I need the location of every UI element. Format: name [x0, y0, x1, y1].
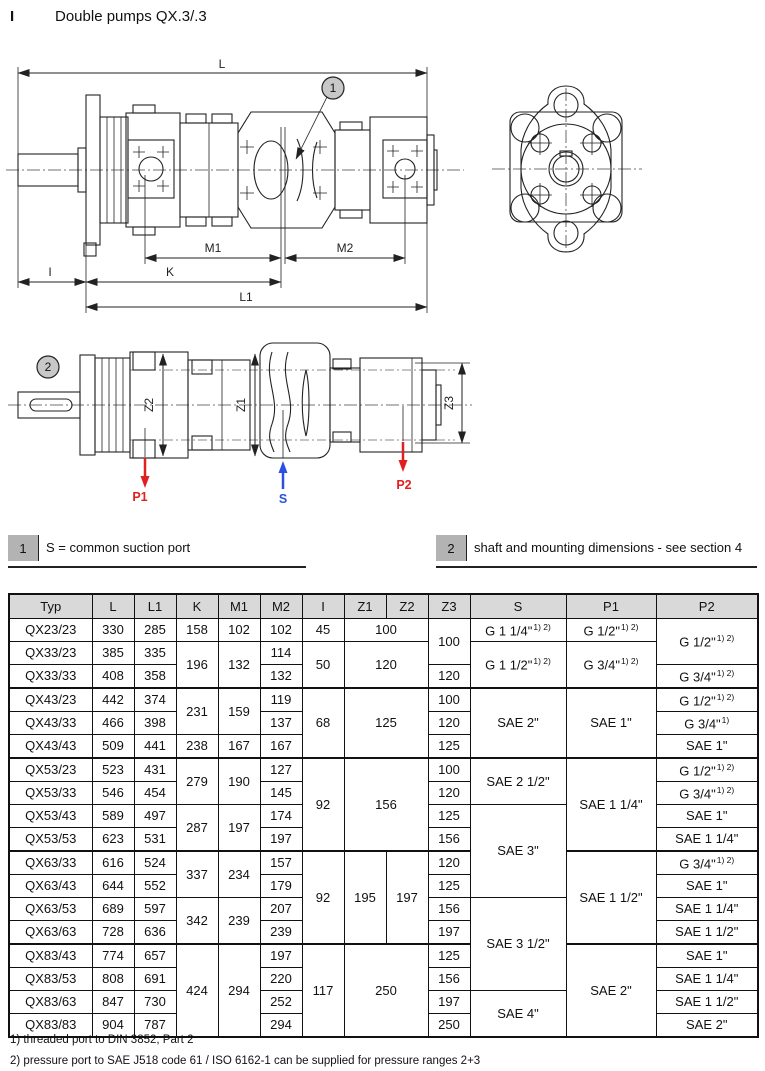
table-row	[9, 688, 758, 712]
td-p2: G 1/2"$^{1) 2)}$	[656, 758, 758, 782]
port-arrow-p2	[396, 406, 411, 492]
port-label-p1: P1	[132, 490, 148, 504]
td-l1: 636	[134, 921, 176, 945]
td-z1z2: 120	[344, 642, 428, 689]
td-p1: SAE 1 1/2"	[566, 851, 656, 944]
td-k: 238	[176, 735, 218, 759]
td-p1: SAE 1 1/4"	[566, 758, 656, 851]
port-label-s: S	[278, 492, 288, 506]
td-k: 158	[176, 619, 218, 642]
td-p2: G 1/2"$^{1) 2)}$	[656, 619, 758, 665]
td-m1: 239	[218, 898, 260, 945]
td-m1: 132	[218, 642, 260, 689]
port-arrow-p1	[132, 428, 149, 504]
td-typ: QX53/53	[9, 828, 92, 852]
td-s: SAE 3 1/2"	[470, 898, 566, 991]
td-i: 68	[302, 688, 344, 758]
td-p2: G 3/4"$^{1) 2)}$	[656, 782, 758, 805]
callout-2	[436, 535, 757, 568]
bolt-cross-marks	[133, 146, 169, 192]
table-header-row	[9, 594, 758, 619]
pump-plan-view-drawing	[0, 330, 500, 515]
column-header-i: I	[302, 594, 344, 619]
column-header-s: S	[470, 594, 566, 619]
td-l: 847	[92, 991, 134, 1014]
td-z3: 156	[428, 898, 470, 921]
td-z3: 197	[428, 991, 470, 1014]
td-l: 509	[92, 735, 134, 759]
table-row	[9, 619, 758, 642]
td-l: 330	[92, 619, 134, 642]
footnote-2: 2) pressure port to SAE J518 code 61 / ISO 6162-1 can be supplied for pressure ranges 2+3	[10, 1054, 481, 1067]
td-m1: 234	[218, 851, 260, 898]
td-typ: QX43/43	[9, 735, 92, 759]
td-typ: QX63/43	[9, 875, 92, 898]
td-z1z2: 156	[344, 758, 428, 851]
td-m2: 197	[260, 828, 302, 852]
td-l: 616	[92, 851, 134, 875]
td-l1: 657	[134, 944, 176, 968]
table-row	[9, 851, 758, 875]
td-z3: 100	[428, 758, 470, 782]
td-i: 92	[302, 851, 344, 944]
td-z3: 125	[428, 805, 470, 828]
td-z3: 250	[428, 1014, 470, 1038]
pump-body-outline	[18, 95, 437, 256]
dim-label-M2: M2	[336, 241, 354, 255]
td-typ: QX63/53	[9, 898, 92, 921]
table-row	[9, 944, 758, 968]
td-typ: QX83/53	[9, 968, 92, 991]
dim-label-I: I	[48, 265, 52, 279]
td-z3: 125	[428, 735, 470, 759]
td-p2: SAE 1 1/4"	[656, 898, 758, 921]
td-l: 623	[92, 828, 134, 852]
td-s: SAE 2"	[470, 688, 566, 758]
td-z3: 125	[428, 875, 470, 898]
td-k: 337	[176, 851, 218, 898]
td-m1: 197	[218, 805, 260, 852]
column-header-l1: L1	[134, 594, 176, 619]
balloon-1-number: 1	[329, 81, 337, 95]
mounting-flange-view-drawing	[480, 80, 680, 260]
dim-label-L: L	[218, 57, 226, 71]
td-l: 728	[92, 921, 134, 945]
td-typ: QX53/33	[9, 782, 92, 805]
column-header-z3: Z3	[428, 594, 470, 619]
dim-label-L1: L1	[239, 290, 253, 304]
td-p2: G 3/4"$^{1) 2)}$	[656, 665, 758, 689]
td-p1: G 3/4"$^{1) 2)}$	[566, 642, 656, 689]
td-m2: 167	[260, 735, 302, 759]
td-z3: 125	[428, 944, 470, 968]
td-z1z2: 100	[344, 619, 428, 642]
td-p1: G 1/2"$^{1) 2)}$	[566, 619, 656, 642]
dim-label-M1: M1	[204, 241, 222, 255]
td-i: 50	[302, 642, 344, 689]
td-m2: 197	[260, 944, 302, 968]
td-p2: G 3/4"$^{1) 2)}$	[656, 851, 758, 875]
td-m2: 132	[260, 665, 302, 689]
column-header-l: L	[92, 594, 134, 619]
td-m2: 137	[260, 712, 302, 735]
td-l1: 497	[134, 805, 176, 828]
callout-1	[8, 535, 306, 568]
td-p2: SAE 1 1/2"	[656, 991, 758, 1014]
td-typ: QX23/23	[9, 619, 92, 642]
td-z3: 120	[428, 782, 470, 805]
td-s: G 1 1/2"$^{1) 2)}$	[470, 642, 566, 689]
dim-label-Z2: Z2	[142, 397, 156, 413]
column-header-m2: M2	[260, 594, 302, 619]
td-m2: 294	[260, 1014, 302, 1038]
td-typ: QX83/63	[9, 991, 92, 1014]
td-i: 45	[302, 619, 344, 642]
td-k: 231	[176, 688, 218, 735]
td-z1z2: 125	[344, 688, 428, 758]
column-header-p2: P2	[656, 594, 758, 619]
td-p2: SAE 1 1/2"	[656, 921, 758, 945]
td-z3: 120	[428, 851, 470, 875]
td-m2: 114	[260, 642, 302, 665]
td-z1z2: 250	[344, 944, 428, 1037]
td-p2: SAE 1"	[656, 735, 758, 759]
td-l1: 597	[134, 898, 176, 921]
td-l: 408	[92, 665, 134, 689]
td-z3: 100	[428, 619, 470, 665]
port-label-p2: P2	[396, 478, 412, 492]
td-l1: 374	[134, 688, 176, 712]
td-l: 589	[92, 805, 134, 828]
td-l: 808	[92, 968, 134, 991]
section-marker: I	[10, 8, 15, 25]
td-typ: QX53/23	[9, 758, 92, 782]
td-i: 92	[302, 758, 344, 851]
td-k: 196	[176, 642, 218, 689]
td-typ: QX43/23	[9, 688, 92, 712]
td-l: 466	[92, 712, 134, 735]
td-m2: 207	[260, 898, 302, 921]
td-k: 279	[176, 758, 218, 805]
td-m1: 190	[218, 758, 260, 805]
td-z3: 120	[428, 712, 470, 735]
td-m1: 102	[218, 619, 260, 642]
td-l1: 431	[134, 758, 176, 782]
td-typ: QX53/43	[9, 805, 92, 828]
column-header-typ: Typ	[9, 594, 92, 619]
callout-2-text: shaft and mounting dimensions - see section 4	[474, 540, 743, 555]
column-header-m1: M1	[218, 594, 260, 619]
td-l1: 285	[134, 619, 176, 642]
td-m2: 239	[260, 921, 302, 945]
footnotes	[10, 1030, 480, 1071]
td-z2: 197	[386, 851, 428, 944]
td-l: 442	[92, 688, 134, 712]
td-typ: QX43/33	[9, 712, 92, 735]
td-l: 774	[92, 944, 134, 968]
td-typ: QX63/63	[9, 921, 92, 945]
td-l1: 335	[134, 642, 176, 665]
td-typ: QX83/43	[9, 944, 92, 968]
td-typ: QX33/33	[9, 665, 92, 689]
column-header-z1: Z1	[344, 594, 386, 619]
td-l: 523	[92, 758, 134, 782]
td-s: SAE 4"	[470, 991, 566, 1038]
td-p1: SAE 2"	[566, 944, 656, 1037]
page-header	[10, 8, 510, 30]
td-l: 385	[92, 642, 134, 665]
td-k: 424	[176, 944, 218, 1037]
td-l: 904	[92, 1014, 134, 1038]
pump-side-view-drawing	[0, 55, 470, 320]
td-l1: 531	[134, 828, 176, 852]
page-title: Double pumps QX.3/.3	[55, 8, 207, 25]
td-m2: 252	[260, 991, 302, 1014]
column-header-p1: P1	[566, 594, 656, 619]
td-m2: 220	[260, 968, 302, 991]
td-l1: 787	[134, 1014, 176, 1038]
td-l1: 552	[134, 875, 176, 898]
balloon-2-number: 2	[44, 360, 52, 374]
td-m2: 157	[260, 851, 302, 875]
footnote-1: 1) threaded port to DIN 3852, Part 2	[10, 1034, 194, 1046]
td-typ: QX63/33	[9, 851, 92, 875]
td-p2: SAE 1"	[656, 805, 758, 828]
td-m2: 174	[260, 805, 302, 828]
table-row	[9, 758, 758, 782]
td-p2: SAE 1"	[656, 944, 758, 968]
td-m2: 119	[260, 688, 302, 712]
td-s: SAE 2 1/2"	[470, 758, 566, 805]
td-p2: G 3/4"$^{1)}$	[656, 712, 758, 735]
td-l1: 398	[134, 712, 176, 735]
td-s: G 1 1/4"$^{1) 2)}$	[470, 619, 566, 642]
callout-1-number: 1	[8, 535, 39, 561]
td-m1: 159	[218, 688, 260, 735]
td-z1: 195	[344, 851, 386, 944]
dim-label-K: K	[165, 265, 175, 279]
td-z3: 120	[428, 665, 470, 689]
td-l1: 454	[134, 782, 176, 805]
td-z3: 100	[428, 688, 470, 712]
column-header-k: K	[176, 594, 218, 619]
td-l: 546	[92, 782, 134, 805]
td-m2: 179	[260, 875, 302, 898]
td-z3: 156	[428, 968, 470, 991]
dim-label-Z3: Z3	[442, 395, 456, 411]
dim-label-Z1: Z1	[234, 397, 248, 413]
td-p2: G 1/2"$^{1) 2)}$	[656, 688, 758, 712]
td-k: 342	[176, 898, 218, 945]
td-m1: 294	[218, 944, 260, 1037]
td-p2: SAE 1"	[656, 875, 758, 898]
td-p2: SAE 2"	[656, 1014, 758, 1038]
td-s: SAE 3"	[470, 805, 566, 898]
td-l: 689	[92, 898, 134, 921]
td-typ: QX83/83	[9, 1014, 92, 1038]
td-p2: SAE 1 1/4"	[656, 828, 758, 852]
td-l1: 691	[134, 968, 176, 991]
td-l1: 358	[134, 665, 176, 689]
table-row	[9, 642, 758, 665]
pump-body-outline	[18, 343, 441, 458]
td-p1: SAE 1"	[566, 688, 656, 758]
td-m2: 127	[260, 758, 302, 782]
td-typ: QX33/23	[9, 642, 92, 665]
dimensions	[18, 57, 427, 313]
dimensions-table	[8, 593, 759, 1038]
td-m1: 167	[218, 735, 260, 759]
column-header-z2: Z2	[386, 594, 428, 619]
td-z3: 197	[428, 921, 470, 945]
td-l: 644	[92, 875, 134, 898]
balloon-2	[37, 356, 59, 378]
td-k: 287	[176, 805, 218, 852]
td-l1: 730	[134, 991, 176, 1014]
callout-1-text: S = common suction port	[46, 540, 191, 555]
td-l1: 441	[134, 735, 176, 759]
callout-2-number: 2	[436, 535, 467, 561]
td-l1: 524	[134, 851, 176, 875]
td-m2: 145	[260, 782, 302, 805]
td-z3: 156	[428, 828, 470, 852]
td-m2: 102	[260, 619, 302, 642]
td-i: 117	[302, 944, 344, 1037]
td-p2: SAE 1 1/4"	[656, 968, 758, 991]
